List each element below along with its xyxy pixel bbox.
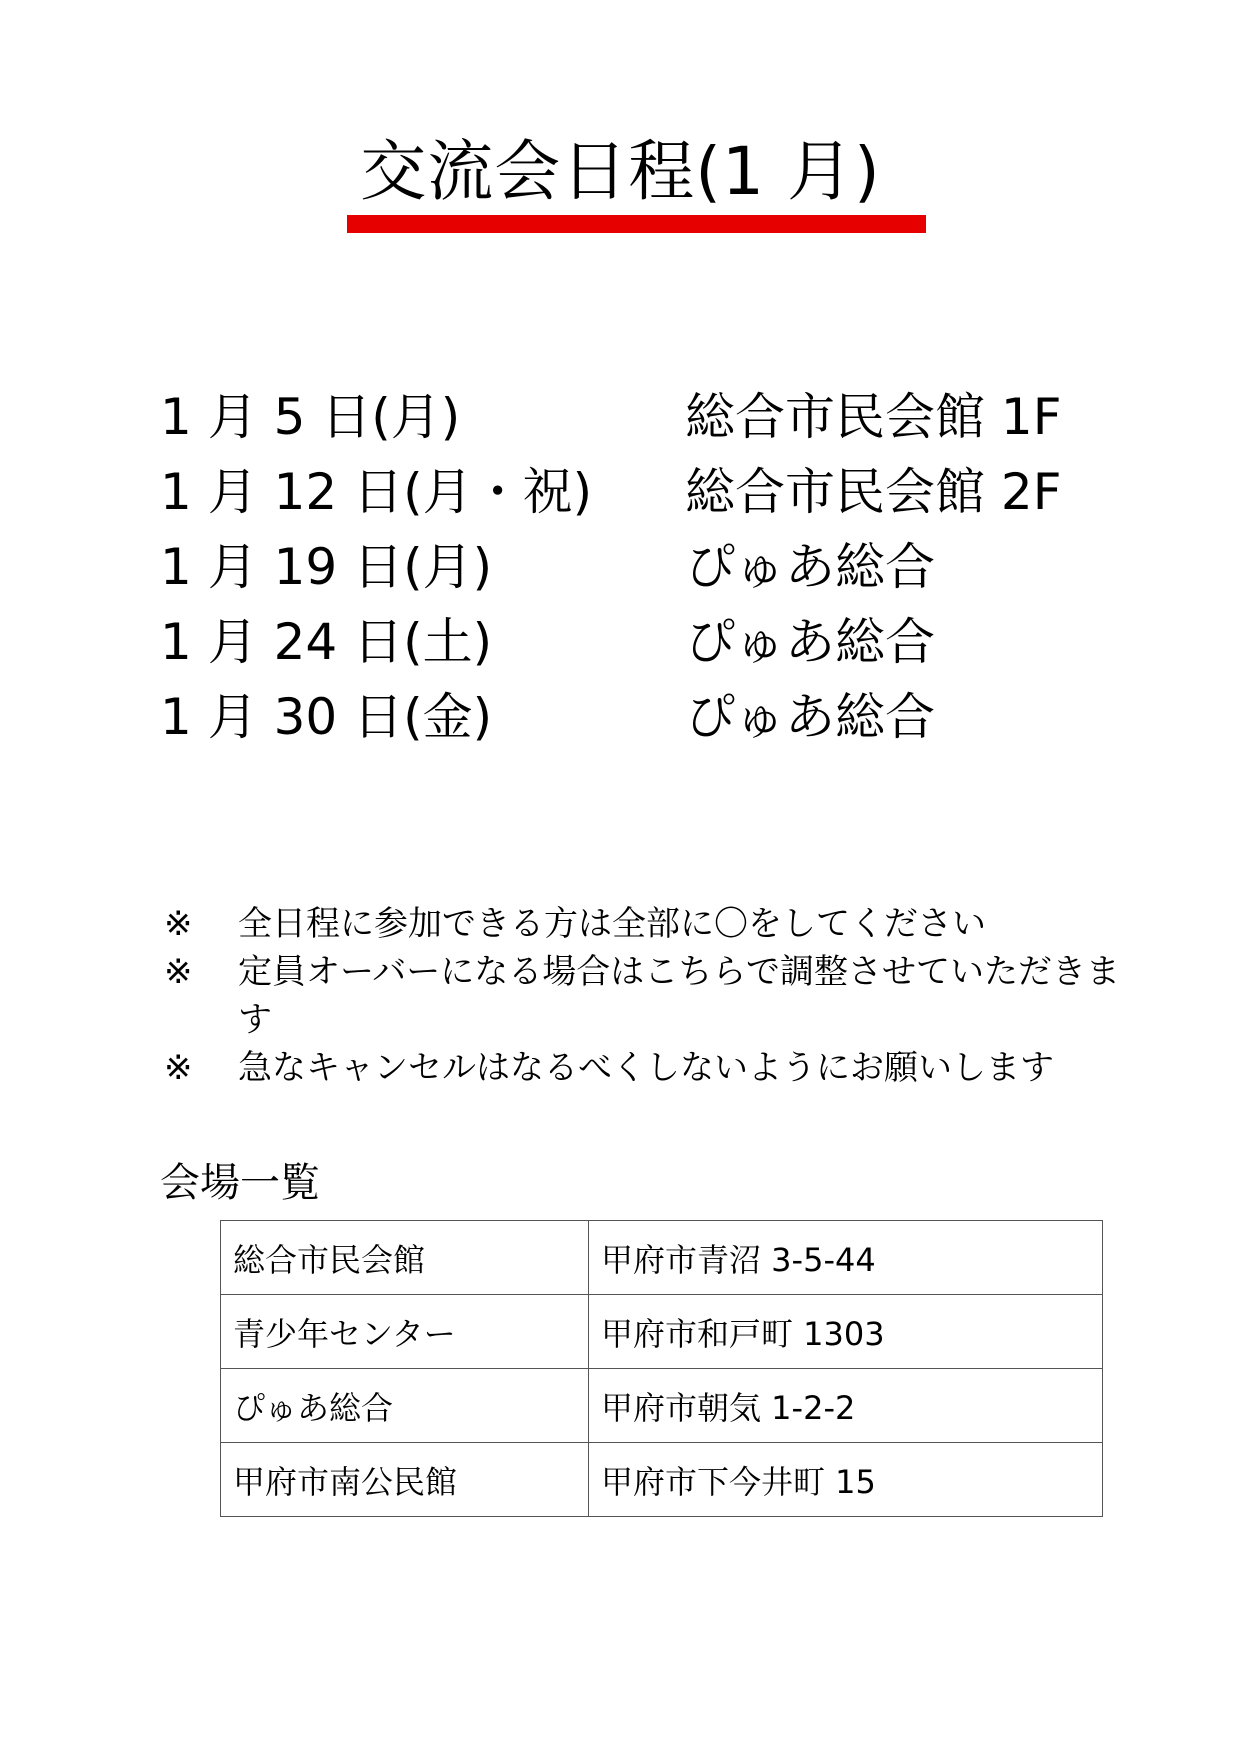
table-row: [221, 1443, 1103, 1517]
note-text: 定員オーバーになる場合はこちらで調整させていただきます: [238, 952, 1120, 1040]
venue-table: [220, 1220, 1103, 1517]
table-row: [221, 1295, 1103, 1369]
schedule-row: [160, 680, 1120, 755]
schedule-row: [160, 530, 1120, 605]
reference-mark-icon: ※: [164, 952, 193, 992]
page-title: 交流会日程(1 月): [360, 133, 881, 210]
title-underline-bar: [347, 215, 926, 233]
schedule-venue: ぴゅあ総合: [685, 613, 935, 671]
note-text: 急なキャンセルはなるべくしないようにお願いします: [238, 1048, 1054, 1088]
schedule-date: 1 月 24 日(土): [160, 613, 493, 671]
notes-list: [160, 900, 1140, 1092]
schedule-row: [160, 455, 1120, 530]
note-text: 全日程に参加できる方は全部に〇をしてください: [238, 904, 986, 944]
venue-name-cell: 甲府市南公民館: [221, 1443, 589, 1517]
venue-name-cell: 総合市民会館: [221, 1221, 589, 1295]
schedule-venue: ぴゅあ総合: [685, 688, 935, 746]
schedule-venue: 総合市民会館 2F: [685, 463, 1062, 521]
schedule-venue: 総合市民会館 1F: [685, 388, 1062, 446]
reference-mark-icon: ※: [164, 1048, 193, 1088]
venue-address-cell: 甲府市下今井町 15: [589, 1443, 1103, 1517]
venue-address-cell: 甲府市朝気 1-2-2: [589, 1369, 1103, 1443]
schedule-row: [160, 380, 1120, 455]
schedule-list: [160, 380, 1120, 755]
schedule-date: 1 月 30 日(金): [160, 688, 493, 746]
venue-name-cell: 青少年センター: [221, 1295, 589, 1369]
schedule-date: 1 月 5 日(月): [160, 388, 461, 446]
schedule-date: 1 月 12 日(月・祝): [160, 463, 593, 521]
note-item: [160, 1044, 1140, 1092]
venue-name-cell: ぴゅあ総合: [221, 1369, 589, 1443]
venue-address-cell: 甲府市青沼 3-5-44: [589, 1221, 1103, 1295]
note-item: [160, 948, 1140, 1044]
venue-list-heading: 会場一覧: [160, 1160, 320, 1206]
venue-address-cell: 甲府市和戸町 1303: [589, 1295, 1103, 1369]
schedule-date: 1 月 19 日(月): [160, 538, 493, 596]
reference-mark-icon: ※: [164, 904, 193, 944]
table-row: [221, 1369, 1103, 1443]
note-item: [160, 900, 1140, 948]
schedule-venue: ぴゅあ総合: [685, 538, 935, 596]
table-row: [221, 1221, 1103, 1295]
schedule-row: [160, 605, 1120, 680]
